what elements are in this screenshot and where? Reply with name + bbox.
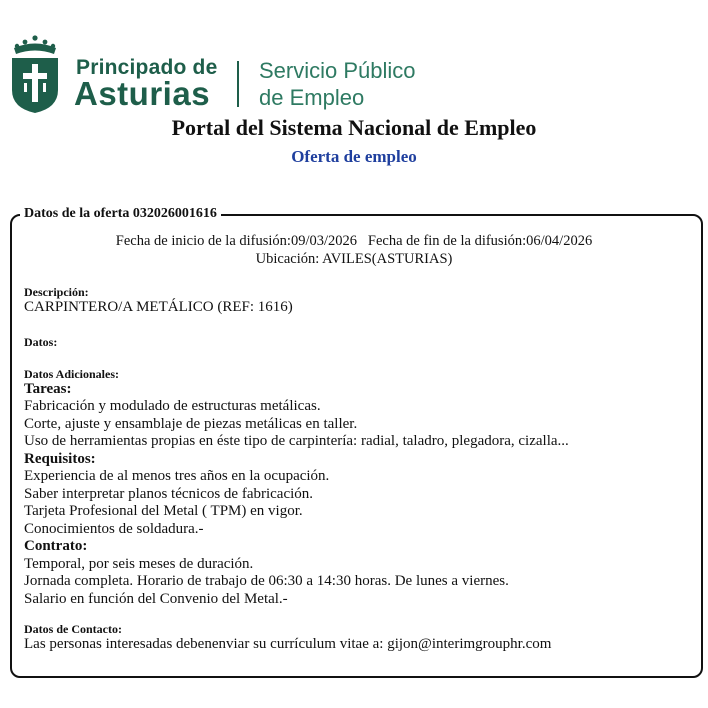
requirement-item: Saber interpretar planos técnicos de fabricación.: [24, 485, 314, 502]
additional-label: Datos Adicionales:: [24, 366, 120, 381]
contract-item: Jornada completa. Horario de trabajo de 06:30 a 14:30 horas. De lunes a viernes.: [24, 573, 509, 589]
brand-line-2: Asturias: [74, 75, 211, 112]
contract-heading: Contrato:: [24, 538, 88, 554]
offer-legend: Datos de la oferta 032026001616: [20, 205, 221, 223]
description-label: Descripción:: [24, 285, 89, 299]
brand-line-1: Principado de: [76, 56, 218, 79]
offer-dates: [0, 232, 708, 268]
task-item: Corte, ajuste y ensamblaje de piezas metálicas en taller.: [24, 415, 358, 432]
tasks-heading: Tareas:: [24, 380, 72, 397]
contact-label: Datos de Contacto:: [24, 622, 122, 636]
requirement-item: Tarjeta Profesional del Metal ( TPM) en vigor.: [24, 503, 303, 519]
location-line: Ubicación: AVILES(ASTURIAS): [255, 251, 453, 267]
requirement-item: Experiencia de al menos tres años en la ocupación.: [24, 468, 330, 484]
task-item: Fabricación y modulado de estructuras metálicas.: [24, 398, 321, 414]
brand-divider: [237, 61, 239, 107]
contact-value: Las personas interesadas debenenviar su currículum vitae a: gijon@interimgrouphr.com: [24, 636, 552, 652]
task-item: Uso de herramientas propias en éste tipo de carpintería: radial, taladro, plegadora, cizalla...: [24, 433, 569, 449]
logo: [10, 34, 470, 114]
datos-label: Datos:: [24, 334, 58, 349]
asturias-crest-icon: [10, 34, 60, 114]
description-value: CARPINTERO/A METÁLICO (REF: 1616): [24, 299, 293, 315]
portal-title: Portal del Sistema Nacional de Empleo: [171, 115, 537, 140]
requirement-item: Conocimientos de soldadura.-: [24, 520, 204, 537]
contract-item: Temporal, por seis meses de duración.: [24, 555, 254, 572]
offer-title: Oferta de empleo: [291, 147, 417, 166]
service-line-2: de Empleo: [259, 85, 365, 110]
service-line-1: Servicio Público: [259, 58, 416, 83]
requirements-heading: Requisitos:: [24, 450, 96, 467]
contract-item: Salario en función del Convenio del Metal.-: [24, 590, 288, 607]
offer-content: [24, 285, 694, 654]
dates-line: Fecha de inicio de la difusión:09/03/2026 Fecha de fin de la difusión:06/04/2026: [115, 233, 593, 249]
